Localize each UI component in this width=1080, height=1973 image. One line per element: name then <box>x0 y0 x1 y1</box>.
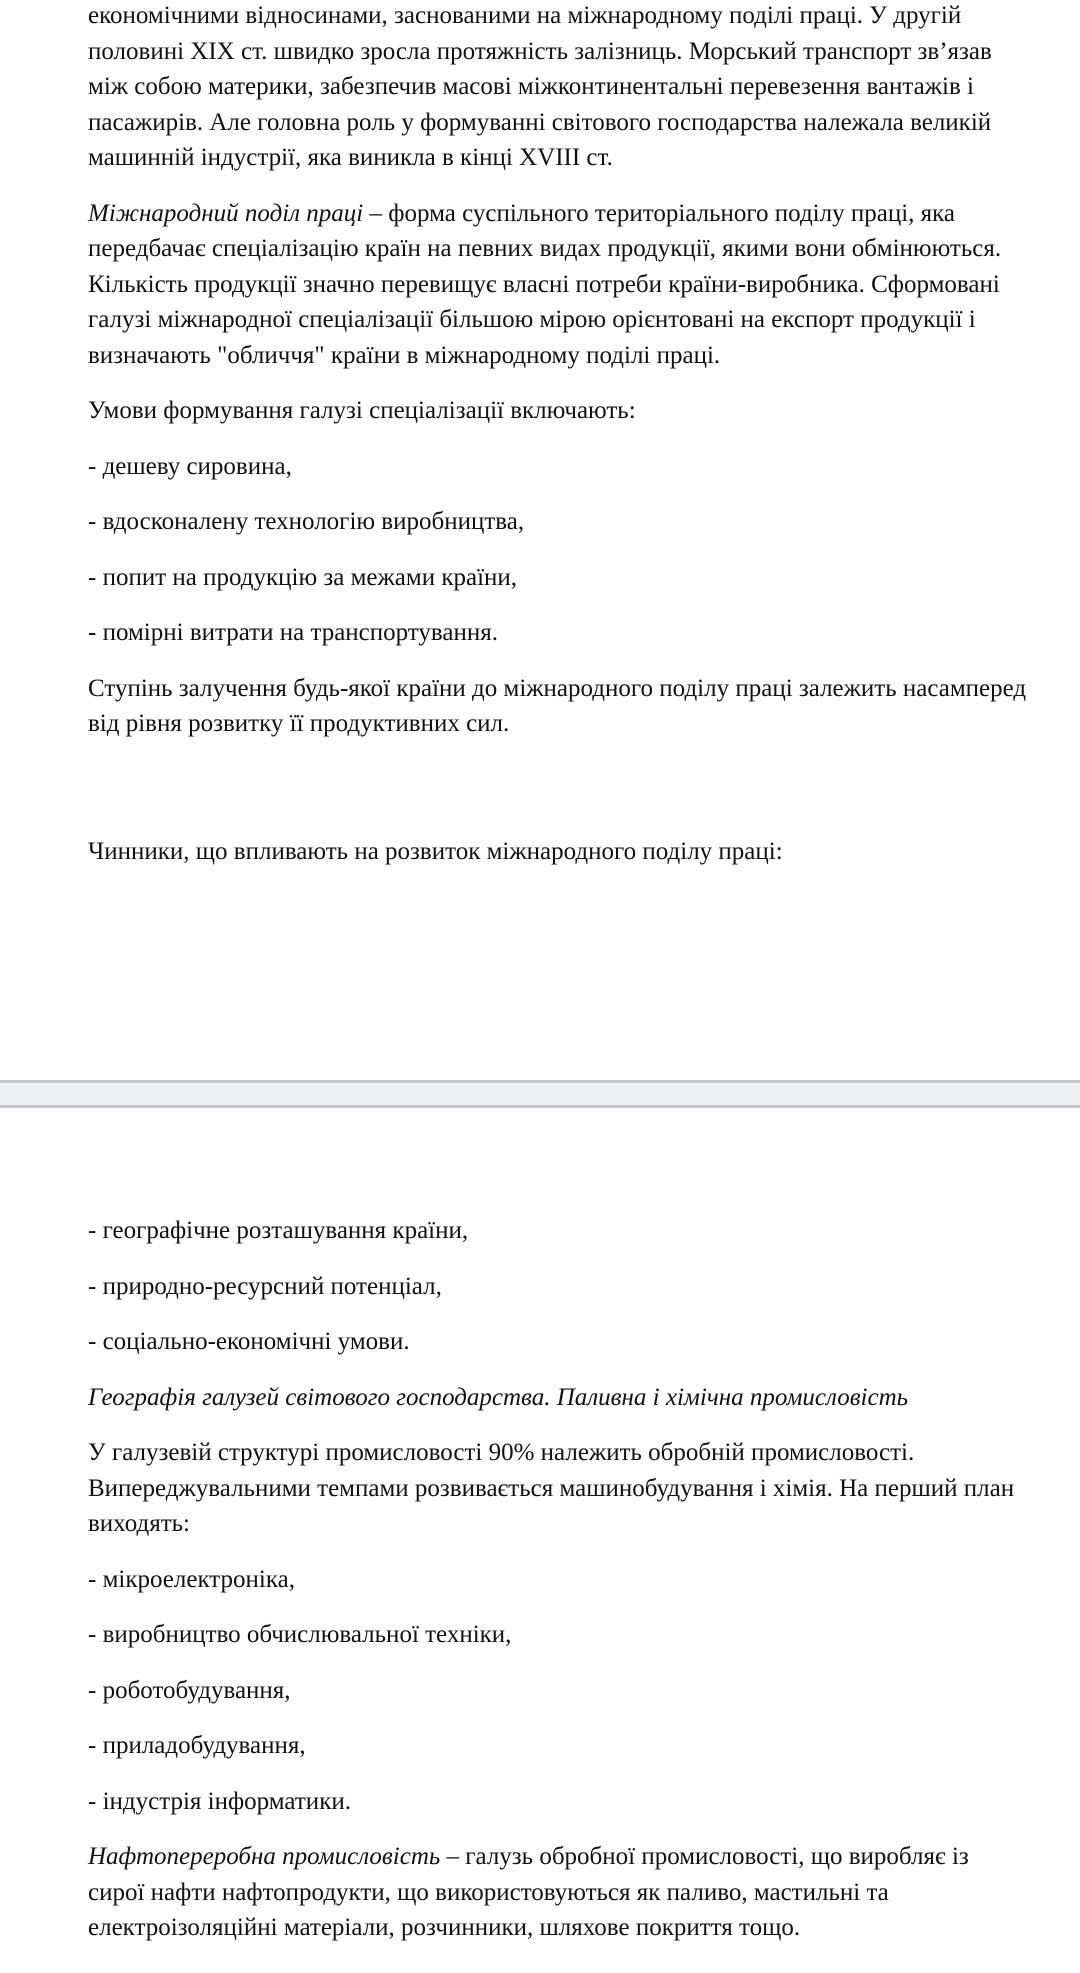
section-title <box>88 1380 1028 1416</box>
conditions-heading: Умови формування галузі спеціалізації включають: <box>88 397 636 424</box>
blank-line <box>88 762 1028 834</box>
page-1-text <box>88 0 1028 889</box>
branch-item: - приладобудування, <box>88 1732 306 1759</box>
factors-item: - природно-ресурсний потенціал, <box>88 1272 442 1300</box>
section-title-text: Географія галузей світового господарства. Паливна і хімічна промисловість <box>88 1383 909 1411</box>
branch-item: - роботобудування, <box>88 1676 291 1704</box>
branch-item: - індустрія інформатики. <box>88 1787 351 1815</box>
definition-term: Міжнародний поділ праці <box>88 199 364 227</box>
factors-heading: Чинники, що впливають на розвиток міжнародного поділу праці: <box>88 837 783 865</box>
branch-item: - мікроелектроніка, <box>88 1565 295 1593</box>
page-separator <box>0 1080 1080 1108</box>
conditions-item: - вдосконалену технологію виробництва, <box>88 508 525 535</box>
oil-text: – галузь обробної промисловості, що виробляє із сирої нафти нафтопродукти, що використовуються як паливо, мастильні та електроізоляційні матеріали, розчинники, шляхове покриття тощо. <box>88 1843 969 1941</box>
oil-term: Нафтопереробна промисловість <box>88 1843 441 1870</box>
definition-text: – форма суспільного територіального поділу праці, яка передбачає спеціалізацію країн на певних видах продукції, якими вони обмінюються. Кількість продукції значно перевищує власні потреби країни-виробника. Сформовані галузі міжнародної спеціалізації більшою мірою орієнтовані на експорт продукції і визначають "обличчя" країни в міжнародному поділі праці. <box>88 199 1002 369</box>
conditions-item: - помірні витрати на транспортування. <box>88 619 498 646</box>
factors-item: - соціально-економічні умови. <box>88 1328 410 1355</box>
intro-paragraph: економічними відносинами, заснованими на міжнародному поділі праці. У другій половині XIX ст. швидко зросла протяжність залізниць. Морський транспорт зв’язав між собою материки, забезпечив масові міжконтинентальні перевезення вантажів і пасажирів. Але головна роль у формуванні світового господарства належала великій машинній індустрії, яка виникла в кінці XVIII ст. <box>88 2 992 171</box>
document-page-2 <box>0 1108 1080 1973</box>
conditions-item: - попит на продукцію за межами країни, <box>88 563 518 591</box>
factors-item: - географічне розташування країни, <box>88 1217 469 1244</box>
definition-paragraph <box>88 196 1028 374</box>
oil-paragraph <box>88 1839 1028 1946</box>
degree-paragraph: Ступінь залучення будь-якої країни до міжнародного поділу праці залежить насамперед від рівня розвитку її продуктивних сил. <box>88 674 1027 737</box>
page-2-text <box>88 1213 1028 1966</box>
structure-paragraph: У галузевій структурі промисловості 90% належить обробній промисловості. Випереджувальними темпами розвивається машинобудування і хімія. На перший план виходять: <box>88 1439 1015 1537</box>
branch-item: - виробництво обчислювальної техніки, <box>88 1621 512 1648</box>
conditions-item: - дешеву сировина, <box>88 452 292 480</box>
